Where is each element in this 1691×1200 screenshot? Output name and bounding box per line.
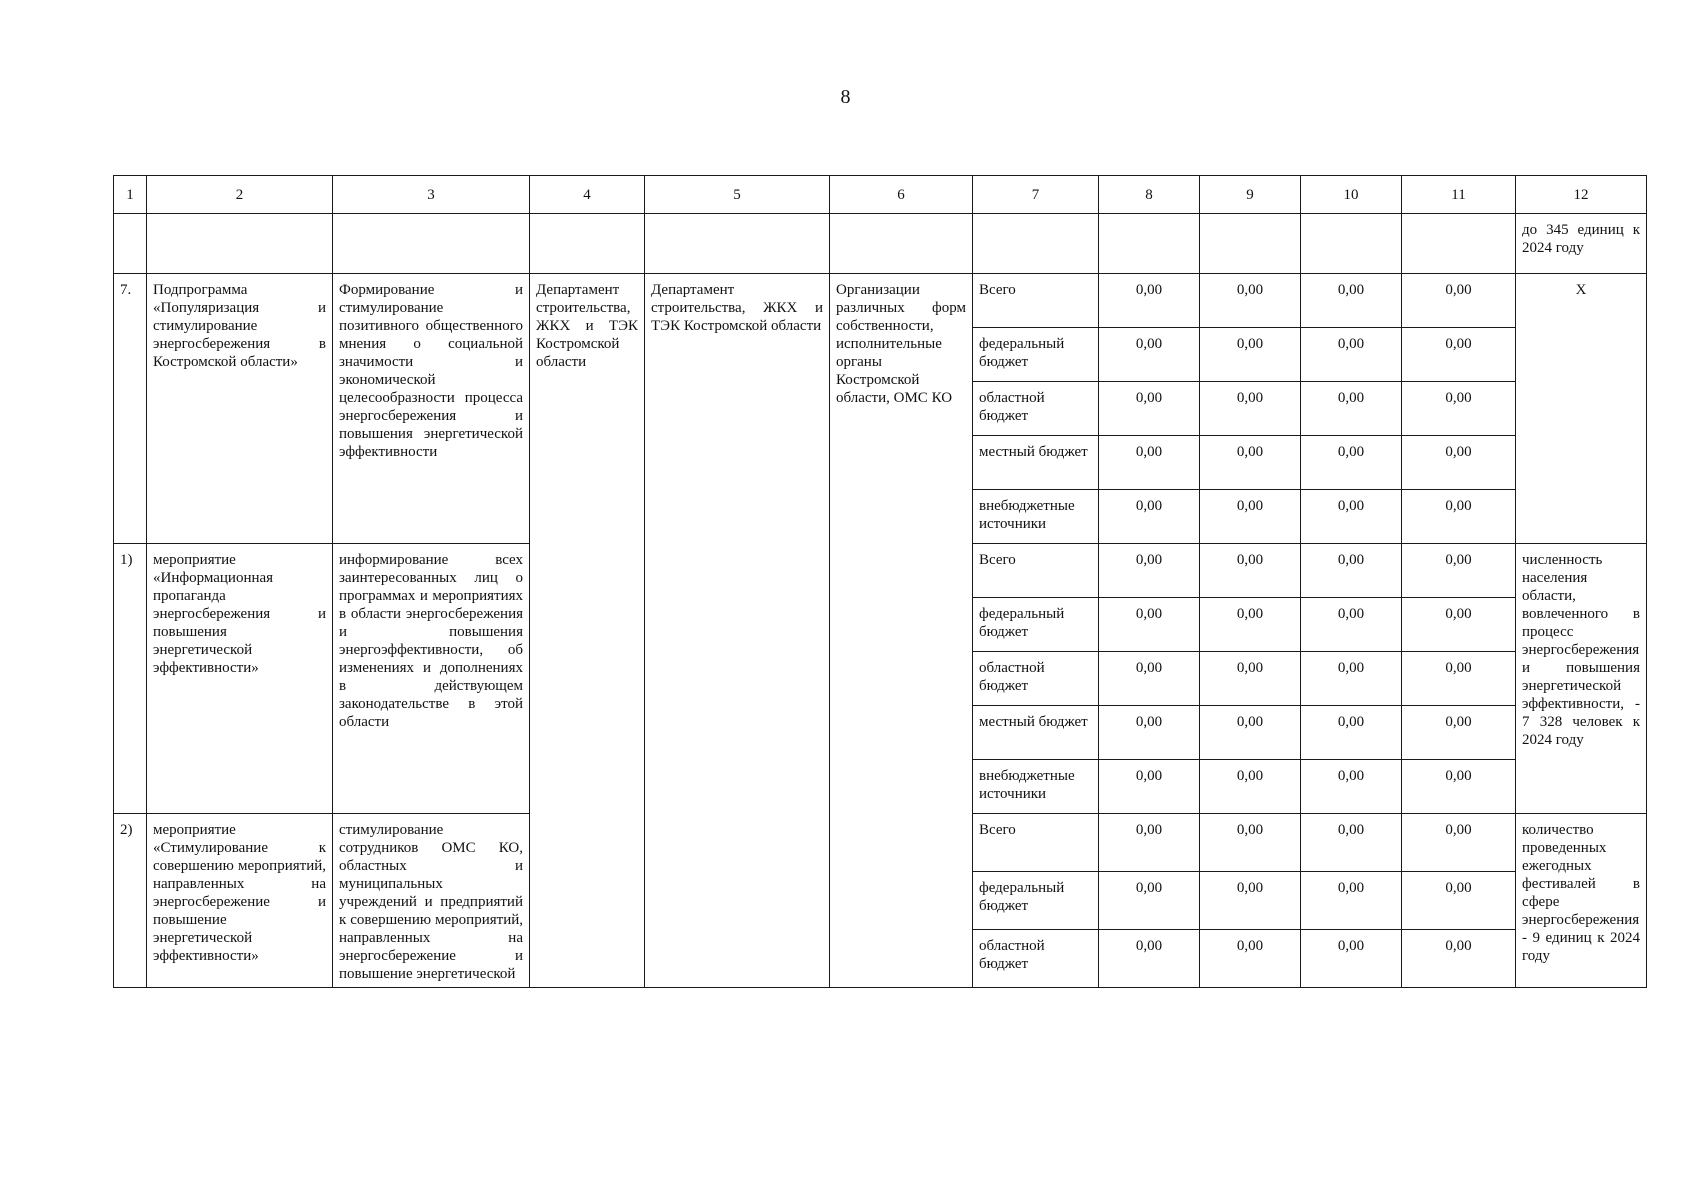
activity-name: мероприятие «Стимулирование к совершению мероприятий, направленных на энергосбережение и повышение энергетической эффективности» bbox=[147, 814, 333, 988]
amount-cell: 0,00 bbox=[1200, 872, 1301, 930]
indicator-cell: Х bbox=[1516, 274, 1647, 544]
amount-cell: 0,00 bbox=[1200, 598, 1301, 652]
header-cell: 1 bbox=[114, 176, 147, 214]
subprogram-name: Подпрограмма «Популяризация и стимулирование энергосбережения в Костромской области» bbox=[147, 274, 333, 544]
amount-cell: 0,00 bbox=[1301, 598, 1402, 652]
amount-cell: 0,00 bbox=[1301, 382, 1402, 436]
amount-cell: 0,00 bbox=[1402, 598, 1516, 652]
amount-cell: 0,00 bbox=[1099, 872, 1200, 930]
amount-cell: 0,00 bbox=[1301, 760, 1402, 814]
indicator-cell: численность населения области, вовлеченного в процесс энергосбережения и повышения энергетической эффективности, - 7 328 человек к 2024 году bbox=[1516, 544, 1647, 814]
amount-cell: 0,00 bbox=[1301, 706, 1402, 760]
amount-cell: 0,00 bbox=[1402, 490, 1516, 544]
header-cell: 2 bbox=[147, 176, 333, 214]
amount-cell: 0,00 bbox=[1301, 814, 1402, 872]
amount-cell: 0,00 bbox=[1099, 544, 1200, 598]
activity-name: мероприятие «Информационная пропаганда энергосбережения и повышения энергетической эффективности» bbox=[147, 544, 333, 814]
amount-cell: 0,00 bbox=[1402, 274, 1516, 328]
amount-cell: 0,00 bbox=[1402, 930, 1516, 988]
row-index: 2) bbox=[114, 814, 147, 988]
funding-source: областной бюджет bbox=[973, 930, 1099, 988]
row-index: 1) bbox=[114, 544, 147, 814]
header-cell: 9 bbox=[1200, 176, 1301, 214]
funding-source: федеральный бюджет bbox=[973, 598, 1099, 652]
amount-cell: 0,00 bbox=[1200, 274, 1301, 328]
activity-description: стимулирование сотрудников ОМС КО, областных и муниципальных учреждений и предприятий к совершению мероприятий, направленных на энергосбережение и повышение энергетической bbox=[333, 814, 530, 988]
amount-cell: 0,00 bbox=[1099, 274, 1200, 328]
amount-cell: 0,00 bbox=[1200, 760, 1301, 814]
subprogram-goal: Формирование и стимулирование позитивного общественного мнения о социальной значимости и экономической целесообразности процесса энергосбережения и повышения энергетической эффективности bbox=[333, 274, 530, 544]
row-index: 7. bbox=[114, 274, 147, 544]
amount-cell: 0,00 bbox=[1301, 872, 1402, 930]
header-cell: 8 bbox=[1099, 176, 1200, 214]
funding-source: областной бюджет bbox=[973, 652, 1099, 706]
header-cell: 11 bbox=[1402, 176, 1516, 214]
indicator-cell: до 345 единиц к 2024 году bbox=[1516, 214, 1647, 274]
amount-cell: 0,00 bbox=[1099, 930, 1200, 988]
amount-cell: 0,00 bbox=[1301, 544, 1402, 598]
amount-cell: 0,00 bbox=[1200, 706, 1301, 760]
co-executor: Департамент строительства, ЖКХ и ТЭК Костромской области bbox=[645, 274, 830, 988]
amount-cell: 0,00 bbox=[1099, 652, 1200, 706]
amount-cell: 0,00 bbox=[1099, 598, 1200, 652]
header-cell: 4 bbox=[530, 176, 645, 214]
amount-cell: 0,00 bbox=[1402, 544, 1516, 598]
amount-cell: 0,00 bbox=[1099, 382, 1200, 436]
funding-source: федеральный бюджет bbox=[973, 872, 1099, 930]
amount-cell: 0,00 bbox=[1200, 652, 1301, 706]
amount-cell: 0,00 bbox=[1200, 490, 1301, 544]
amount-cell: 0,00 bbox=[1200, 328, 1301, 382]
amount-cell: 0,00 bbox=[1200, 436, 1301, 490]
program-table bbox=[113, 175, 1647, 988]
amount-cell: 0,00 bbox=[1301, 328, 1402, 382]
amount-cell: 0,00 bbox=[1402, 872, 1516, 930]
funding-source: местный бюджет bbox=[973, 706, 1099, 760]
amount-cell: 0,00 bbox=[1301, 930, 1402, 988]
amount-cell: 0,00 bbox=[1099, 814, 1200, 872]
amount-cell: 0,00 bbox=[1402, 328, 1516, 382]
funding-source: внебюджетные источники bbox=[973, 760, 1099, 814]
header-cell: 3 bbox=[333, 176, 530, 214]
funding-source: Всего bbox=[973, 814, 1099, 872]
amount-cell: 0,00 bbox=[1402, 760, 1516, 814]
amount-cell: 0,00 bbox=[1402, 814, 1516, 872]
amount-cell: 0,00 bbox=[1402, 652, 1516, 706]
funding-source: областной бюджет bbox=[973, 382, 1099, 436]
amount-cell: 0,00 bbox=[1301, 436, 1402, 490]
amount-cell: 0,00 bbox=[1301, 274, 1402, 328]
participants: Организации различных форм собственности, исполнительные органы Костромской области, ОМС КО bbox=[830, 274, 973, 988]
header-cell: 12 bbox=[1516, 176, 1647, 214]
continuation-row bbox=[114, 214, 1647, 274]
amount-cell: 0,00 bbox=[1099, 490, 1200, 544]
amount-cell: 0,00 bbox=[1200, 814, 1301, 872]
amount-cell: 0,00 bbox=[1402, 382, 1516, 436]
responsible-executor: Департамент строительства, ЖКХ и ТЭК Костромской области bbox=[530, 274, 645, 988]
amount-cell: 0,00 bbox=[1200, 382, 1301, 436]
amount-cell: 0,00 bbox=[1099, 328, 1200, 382]
funding-source: местный бюджет bbox=[973, 436, 1099, 490]
page-number: 8 bbox=[840, 86, 851, 108]
funding-source: Всего bbox=[973, 274, 1099, 328]
amount-cell: 0,00 bbox=[1301, 490, 1402, 544]
amount-cell: 0,00 bbox=[1402, 706, 1516, 760]
header-cell: 5 bbox=[645, 176, 830, 214]
funding-source: Всего bbox=[973, 544, 1099, 598]
header-row bbox=[114, 176, 1647, 214]
funding-source: федеральный бюджет bbox=[973, 328, 1099, 382]
amount-cell: 0,00 bbox=[1200, 544, 1301, 598]
header-cell: 6 bbox=[830, 176, 973, 214]
activity-description: информирование всех заинтересованных лиц о программах и мероприятиях в области энергосбережения и повышения энергоэффективности, об изменениях и дополнениях в действующем законодательстве в этой области bbox=[333, 544, 530, 814]
indicator-cell: количество проведенных ежегодных фестивалей в сфере энергосбережения - 9 единиц к 2024 году bbox=[1516, 814, 1647, 988]
amount-cell: 0,00 bbox=[1402, 436, 1516, 490]
amount-cell: 0,00 bbox=[1200, 930, 1301, 988]
amount-cell: 0,00 bbox=[1301, 652, 1402, 706]
amount-cell: 0,00 bbox=[1099, 706, 1200, 760]
amount-cell: 0,00 bbox=[1099, 436, 1200, 490]
header-cell: 7 bbox=[973, 176, 1099, 214]
funding-source: внебюджетные источники bbox=[973, 490, 1099, 544]
header-cell: 10 bbox=[1301, 176, 1402, 214]
table-row bbox=[114, 274, 1647, 328]
amount-cell: 0,00 bbox=[1099, 760, 1200, 814]
